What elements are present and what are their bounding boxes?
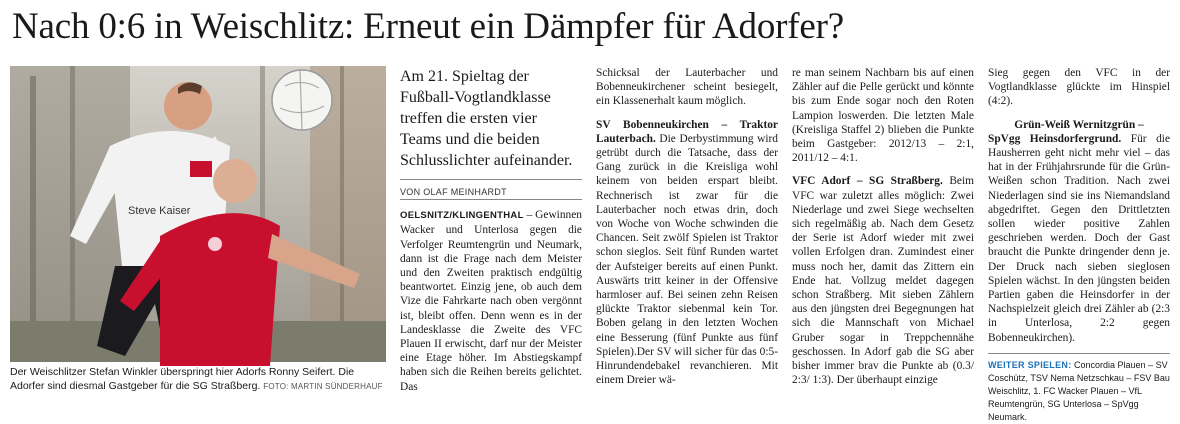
spacer (988, 109, 1170, 118)
byline-rule-bottom (400, 199, 582, 200)
article-paragraph-3 (596, 118, 778, 388)
paragraph-5-text: Beim VFC war zuletzt alles möglich: Zwei Niederlage und zwei Siege wechselten sich regelmäßig ab. Nach dem Gesetz der Serie ist Adorf wieder mit zwei vollen Erfolgen dran. Zumindest einer muss noch her, damit das Zittern ein Ende hat. Vollzug meldet dagegen schon Straßberg. Mit sieben Zählern aus den jüngsten drei Begegnungen hat sich die Mannschaft von Michael Gruber sogar in Treppchennähe geschossen. In Adorf gab die SG aber bisher immer brav die Punkte ab (0.3/ 2:3/ 1:3). Der überhaupt einzige (792, 175, 975, 387)
article-column-3 (792, 66, 974, 400)
subhead-bobenneukirchen: SV Bobenneukirchen – Traktor Lauterbach. (596, 118, 778, 145)
jersey-text: Steve Kaiser (128, 205, 191, 217)
article-paragraph-7 (988, 132, 1170, 345)
more-games (988, 359, 1170, 424)
article-column-2 (596, 66, 778, 400)
paragraph-1-text: – Gewinnen Wacker und Unterlosa gegen die Verfolger Reumtengrün und Neumark, dann ist die Frage nach dem Meister und den Zweiten praktisch endgültig beantwortet. Einzig jene, ob auch dem Vize die Fahrkarte nach oben vergönnt ist, bleibt offen. Denn wenn es in der Landesklasse die Zweite des VFC Plauen II erwischt, darf nur der Meister eine Etage höher. Im Abstiegskampf haben sich die Reihen bereits gelichtet. Das (400, 209, 582, 393)
football-photo-illustration (10, 66, 386, 362)
more-games-label: WEITER SPIELEN: (988, 359, 1072, 370)
more-games-text: Concordia Plauen – SV Coschütz, TSV Nema Netzschkau – FSV Bau Weischlitz, 1. FC Wacker Plauen – VfL Reumtengrün, SG Unterlosa – SpVgg Neumark. (988, 359, 1170, 422)
caption-text: Der Weischlitzer Stefan Winkler überspringt hier Adorfs Ronny Seifert. Die Adorfer sind diesmal Gastgeber für die SG Straßberg. (10, 366, 355, 392)
article-column-1 (400, 66, 582, 400)
more-games-rule (988, 353, 1170, 354)
photo-credit: FOTO: MARTIN SÜNDERHAUF (263, 382, 383, 391)
subhead-wernitzgruen: Grün-Weiß Wernitzgrün – (1014, 118, 1144, 131)
article-paragraph-2: Schicksal der Lauterbacher und Bobenneukirchener scheint besiegelt, ein Klassenerhalt kaum möglich. (596, 67, 778, 108)
spacer (596, 109, 778, 118)
article-column-4 (988, 66, 1171, 422)
byline-rule-top (400, 179, 582, 180)
dateline: OELSNITZ/KLINGENTHAL (400, 210, 524, 222)
subhead-heinsdorfergrund: SpVgg Heinsdorfergrund. (988, 132, 1122, 145)
article-paragraph-4: re man seinem Nachbarn bis auf einen Zähler auf die Pelle gerückt und könnte bis zum Ende sogar noch den Roten Lampion loswerden. Die letzten Male (Kreisliga Staffel 2) blieben die Punkte beim Gastgeber: 2012/13 – 2:1, 2011/12 – 4:1. (792, 67, 974, 165)
article-paragraph-6: Sieg gegen den VFC in der Vogtlandklasse glückte im Hinspiel (4:2). (988, 67, 1170, 108)
article-paragraph-1 (400, 208, 582, 394)
subhead-adorf: VFC Adorf – SG Straßberg. (792, 175, 943, 188)
headline: Nach 0:6 in Weischlitz: Erneut ein Dämpfer für Adorfer? (12, 6, 844, 47)
article-paragraph-5 (792, 174, 974, 387)
photo-caption (10, 365, 386, 399)
article-intro: Am 21. Spieltag der Fußball-Vogtlandklasse treffen die ersten vier Teams und die beiden Schlusslichter aufeinander. (400, 68, 573, 169)
byline: VON OLAF MEINHARDT (400, 187, 507, 197)
article-photo (10, 66, 386, 362)
paragraph-3-text: Die Derbystimmung wird getrübt durch die Tatsache, dass der Gang zurück in die Kreisliga wohl keinem von beiden erspart bleibt. Rechnerisch ist zwar für die Lauterbacher noch etwas drin, doch von Woche von Woche schwinden die Chancen. Seit zwölf Spielen ist Traktor schon sieglos. Seit fünf Runden wartet der Aufsteiger bereits auf einen Punkt. Auswärts tritt keiner in der Offensive harmloser auf. Bei seinen zehn Reisen glückte Traktor siebenmal kein Tor. Boben gelang in den letzten Wochen eine Besserung (fünf Punkte aus fünf Spielen).Der SV will sicher für das 0:5-Hinrundendebakel revanchieren. Mit einem Dreier wä- (596, 132, 778, 387)
spacer (792, 165, 974, 174)
paragraph-7-text: Für die Hausherren geht nicht mehr viel – das hat in der Frühjahrsrunde für die Grün-Weißen schon Tradition. Nach zwei Niederlagen sind sie ins Niemandsland abgedriftet. Gegen den Drittletzten sollen wieder positive Zahlen geschrieben werden. Doch der Gast braucht die Punkte dringender denn je. Der Druck nach sieben sieglosen Spielen wächst. In den jüngsten beiden Partien gaben die Heinsdorfer in der Nachspielzeit gleich drei Zähler ab (2:3 in Unterlosa, 2:2 gegen Bobenneukirchen). (988, 132, 1171, 344)
